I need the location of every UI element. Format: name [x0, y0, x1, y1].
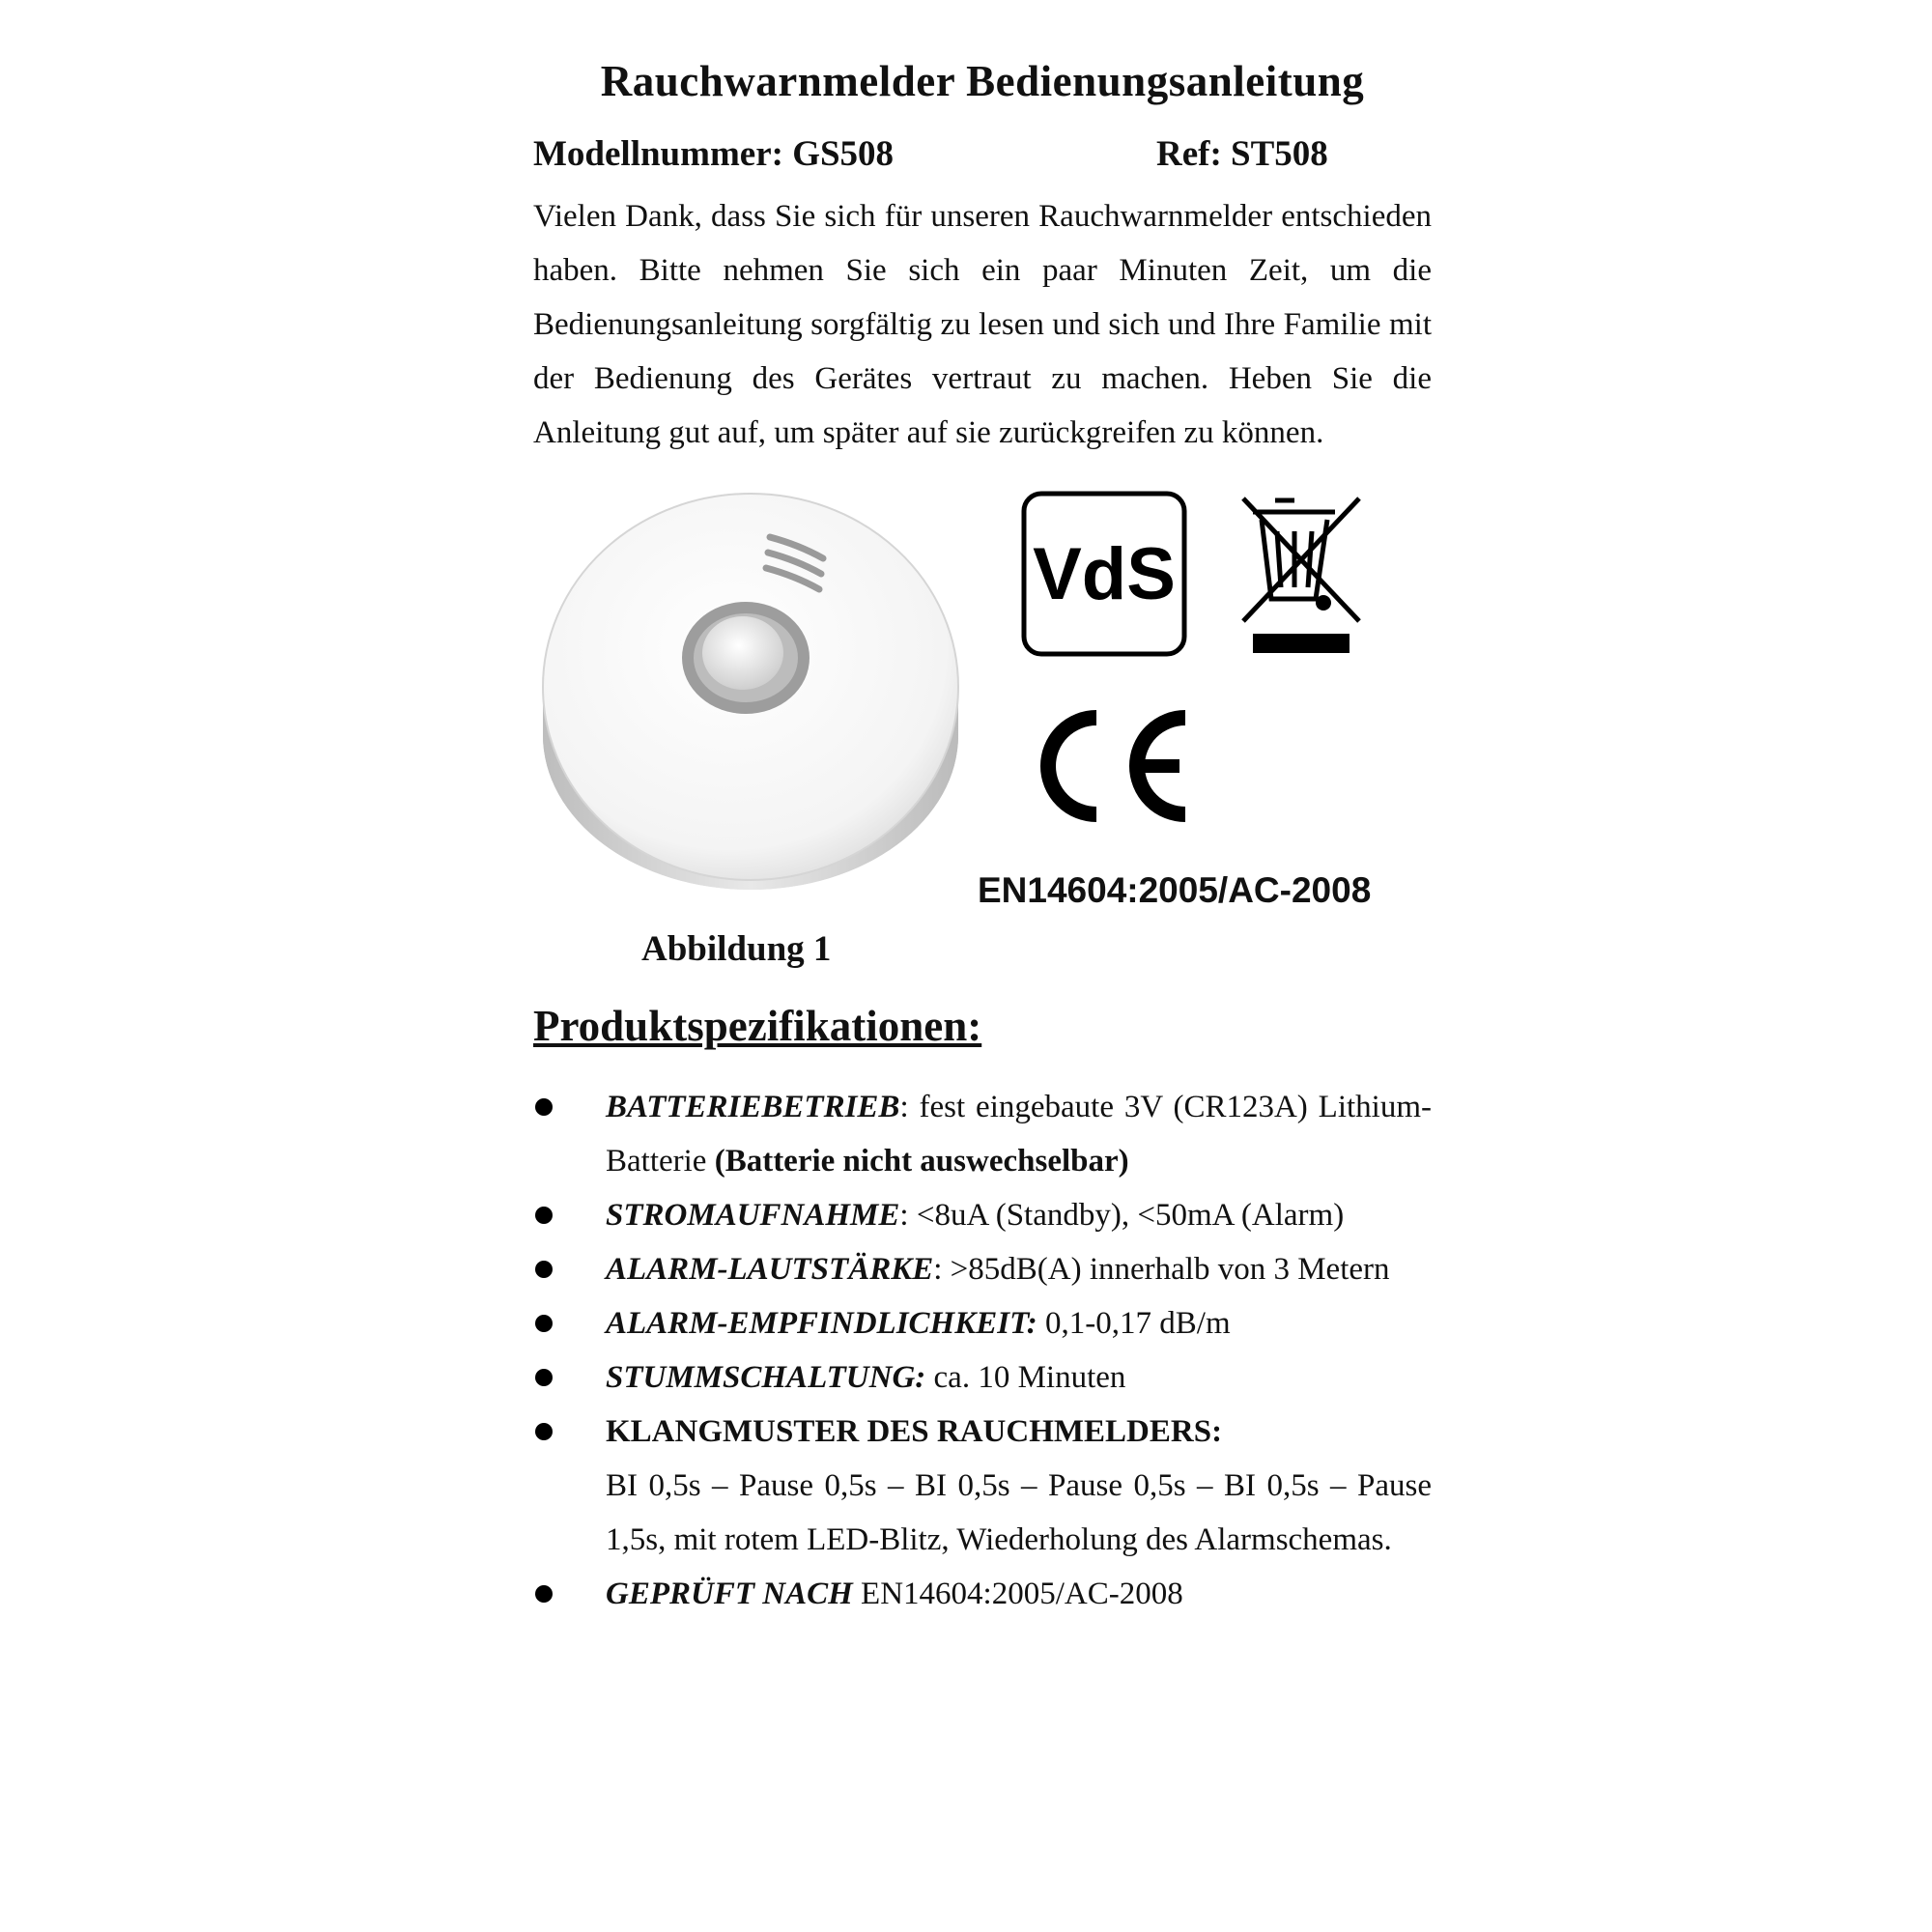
page-title: Rauchwarnmelder Bedienungsanleitung [600, 57, 1365, 105]
weee-bin-icon [1238, 491, 1364, 655]
bullet-icon [535, 1585, 553, 1603]
model-line [533, 133, 1432, 182]
ce-mark [1021, 703, 1195, 829]
reference-number: Ref: ST508 [1156, 134, 1328, 174]
figure-caption: Abbildung 1 [641, 929, 832, 969]
spec-item: KLANGMUSTER DES RAUCHMELDERS: BI 0,5s – Pause 0,5s – BI 0,5s – Pause 0,5s – BI 0,5s – Pause 1,5s, mit rotem LED-Blitz, Wiederholung des Alarmschemas. [533, 1405, 1432, 1567]
bullet-icon [535, 1315, 553, 1332]
spec-item: ALARM-EMPFINDLICHKEIT: 0,1-0,17 dB/m [533, 1296, 1432, 1350]
bullet-icon [535, 1098, 553, 1116]
figure-area [533, 489, 1432, 1001]
bullet-icon [535, 1207, 553, 1224]
model-number: Modellnummer: GS508 [533, 134, 895, 174]
spec-item: ALARM-LAUTSTÄRKE: >85dB(A) innerhalb von 3 Metern [533, 1242, 1432, 1296]
vds-logo [1021, 491, 1187, 657]
intro-paragraph: Vielen Dank, dass Sie sich für unseren Rauchwarnmelder entschieden haben. Bitte nehmen Sie sich ein paar Minuten Zeit, um die Bedienungsanleitung sorgfältig zu lesen und sich und Ihre Familie mit der Bedienung des Gerätes vertraut zu machen. Heben Sie die Anleitung gut auf, um später auf sie zurückgreifen zu können. [533, 199, 1432, 450]
spec-item: BATTERIEBETRIEB: fest eingebaute 3V (CR123A) Lithium-Batterie (Batterie nicht auswechselbar) [533, 1080, 1432, 1188]
bullet-icon [535, 1261, 553, 1278]
spec-item: GEPRÜFT NACH EN14604:2005/AC-2008 [533, 1567, 1432, 1621]
spec-item: STUMMSCHALTUNG: ca. 10 Minuten [533, 1350, 1432, 1405]
spec-item: STROMAUFNAHME: <8uA (Standby), <50mA (Alarm) [533, 1188, 1432, 1242]
vds-logo-text: VdS [1033, 533, 1176, 615]
standard-label: EN14604:2005/AC-2008 [978, 870, 1372, 910]
bullet-icon [535, 1423, 553, 1440]
specs-list [533, 1080, 1432, 1621]
bullet-icon [535, 1369, 553, 1386]
specs-heading: Produktspezifikationen: [533, 1002, 982, 1050]
manual-page [533, 39, 1432, 1621]
smoke-detector-image [538, 489, 963, 895]
